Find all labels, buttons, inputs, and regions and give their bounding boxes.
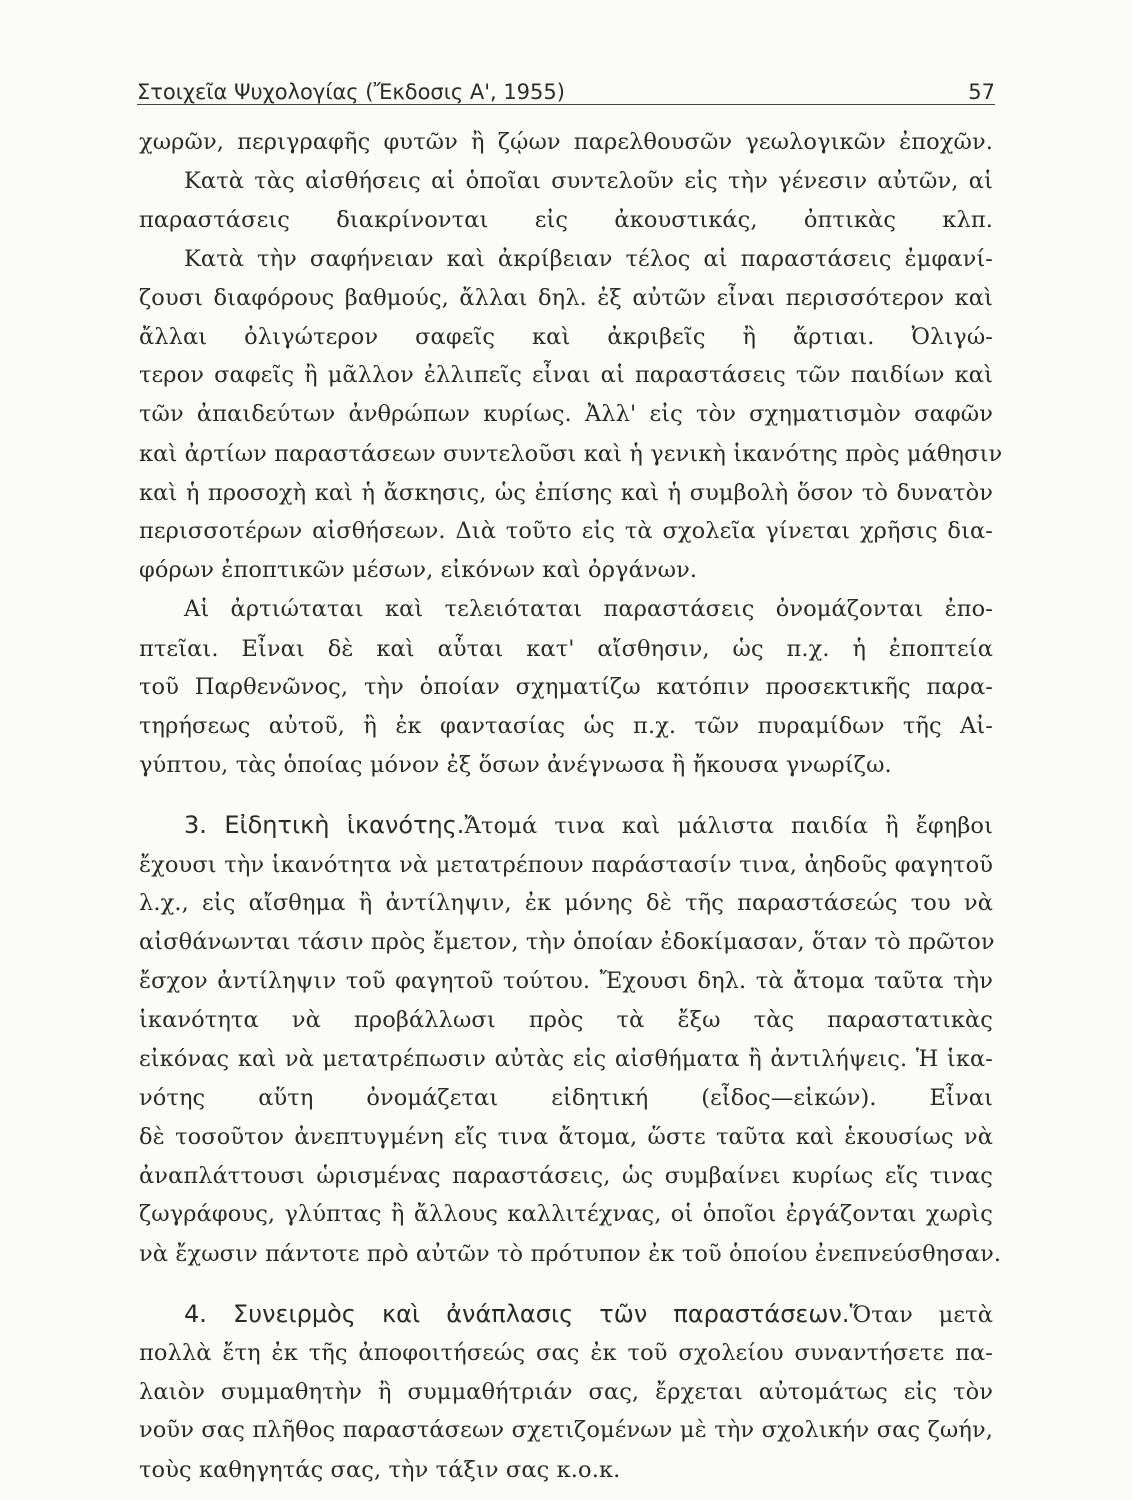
header-title: Στοιχεῖα Ψυχολογίας (Ἔκδοσις Α', 1955) bbox=[137, 80, 565, 104]
section-4-first-line bbox=[184, 1294, 993, 1334]
text-line: τῶν ἀπαιδεύτων ἀνθρώπων κυρίως. Ἀλλ' εἰς τὸν σχηματισμὸν σαφῶν bbox=[139, 401, 993, 427]
text-line: ἱκανότητα νὰ προβάλλωσι πρὸς τὰ ἔξω τὰς παραστατικὰς bbox=[139, 1007, 993, 1033]
text-line: ζωγράφους, γλύπτας ἢ ἄλλους καλλιτέχνας, οἱ ὁποῖοι ἐργάζονται χωρὶς bbox=[139, 1201, 993, 1227]
text-line: Αἱ ἀρτιώταται καὶ τελειόταται παραστάσεις ὀνομάζονται ἐπο- bbox=[184, 596, 993, 622]
text-line: ἄλλαι ὀλιγώτερον σαφεῖς καὶ ἀκριβεῖς ἢ ἄρτιαι. Ὀλιγώ- bbox=[139, 324, 993, 350]
text-line: πτεῖαι. Εἶναι δὲ καὶ αὗται κατ' αἴσθησιν, ὡς π.χ. ἡ ἐποπτεία bbox=[139, 636, 993, 662]
text-line: τηρήσεως αὐτοῦ, ἢ ἐκ φαντασίας ὡς π.χ. τῶν πυραμίδων τῆς Αἰ- bbox=[139, 713, 993, 739]
text-line: λ.χ., εἰς αἴσθημα ἢ ἀντίληψιν, ἐκ μόνης δὲ τῆς παραστάσεώς του νὰ bbox=[139, 890, 993, 916]
header-rule bbox=[137, 104, 995, 105]
text-line: περισσοτέρων αἰσθήσεων. Διὰ τοῦτο εἰς τὰ σχολεῖα γίνεται χρῆσις δια- bbox=[139, 518, 993, 544]
text-line: φόρων ἐποπτικῶν μέσων, εἰκόνων καὶ ὀργάνων. bbox=[139, 557, 698, 583]
text-line: εἰκόνας καὶ νὰ μετατρέπωσιν αὐτὰς εἰς αἰσθήματα ἢ ἀντιλήψεις. Ἡ ἱκα- bbox=[139, 1046, 993, 1072]
text-line: λαιὸν συμμαθητὴν ἢ συμμαθήτριάν σας, ἔρχεται αὐτομάτως εἰς τὸν bbox=[139, 1379, 993, 1405]
text-line: νότης αὕτη ὀνομάζεται εἰδητική (εἶδος—εἰκών). Εἶναι bbox=[139, 1085, 993, 1111]
text-line: Κατὰ τὴν σαφήνειαν καὶ ἀκρίβειαν τέλος αἱ παραστάσεις ἐμφανί- bbox=[184, 246, 993, 272]
text-line: πολλὰ ἔτη ἐκ τῆς ἀποφοιτήσεώς σας ἐκ τοῦ σχολείου συναντήσετε πα- bbox=[139, 1340, 993, 1366]
text-line: ἀναπλάττουσι ὡρισμένας παραστάσεις, ὡς συμβαίνει κυρίως εἴς τινας bbox=[139, 1163, 993, 1189]
text-line: ἔχουσι τὴν ἱκανότητα νὰ μετατρέπουν παράστασίν τινα, ἀηδοῦς φαγητοῦ bbox=[139, 852, 993, 878]
text-line: τοὺς καθηγητάς σας, τὴν τάξιν σας κ.ο.κ. bbox=[139, 1457, 621, 1483]
text-line: Κατὰ τὰς αἰσθήσεις αἱ ὁποῖαι συντελοῦν εἰς τὴν γένεσιν αὐτῶν, αἱ bbox=[184, 168, 993, 194]
running-header bbox=[137, 68, 995, 104]
text-line: Ἄτομά τινα καὶ μάλιστα παιδία ἢ ἔφηβοι bbox=[464, 813, 993, 839]
text-line: καὶ ἀρτίων παραστάσεων συντελοῦσι καὶ ἡ γενικὴ ἱκανότης πρὸς μάθησιν bbox=[139, 441, 1003, 467]
text-line: δὲ τοσοῦτον ἀνεπτυγμένη εἴς τινα ἄτομα, ὥστε ταῦτα καὶ ἑκουσίως νὰ bbox=[139, 1124, 993, 1150]
text-line: Ὅταν μετὰ bbox=[849, 1302, 994, 1328]
text-line: νὰ ἔχωσιν πάντοτε πρὸ αὐτῶν τὸ πρότυπον ἐκ τοῦ ὁποίου ἐνεπνεύσθησαν. bbox=[139, 1241, 1002, 1267]
text-line: παραστάσεις διακρίνονται εἰς ἀκουστικάς, ὀπτικὰς κλπ. bbox=[139, 207, 993, 233]
text-line: νοῦν σας πλῆθος παραστάσεων σχετιζομένων μὲ τὴν σχολικήν σας ζωήν, bbox=[139, 1417, 993, 1443]
page-number: 57 bbox=[968, 80, 995, 104]
section-heading: 3. Εἰδητικὴ ἱκανότης. bbox=[184, 811, 465, 839]
text-line: τοῦ Παρθενῶνος, τὴν ὁποίαν σχηματίζω κατόπιν προσεκτικῆς παρα- bbox=[139, 674, 993, 700]
text-line: αἰσθάνωνται τάσιν πρὸς ἔμετον, τὴν ὁποίαν ἐδοκίμασαν, ὅταν τὸ πρῶτον bbox=[139, 929, 995, 955]
text-line: ζουσι διαφόρους βαθμούς, ἄλλαι δηλ. ἐξ αὐτῶν εἶναι περισσότερον καὶ bbox=[139, 285, 993, 311]
section-heading: 4. Συνειρμὸς καὶ ἀνάπλασις τῶν παραστάσεων. bbox=[184, 1300, 850, 1328]
section-3-first-line bbox=[184, 805, 993, 845]
text-line: καὶ ἡ προσοχὴ καὶ ἡ ἄσκησις, ὡς ἐπίσης καὶ ἡ συμβολὴ ὅσον τὸ δυνατὸν bbox=[139, 480, 993, 506]
text-line: τερον σαφεῖς ἢ μᾶλλον ἐλλιπεῖς εἶναι αἱ παραστάσεις τῶν παιδίων καὶ bbox=[139, 362, 993, 388]
text-line: χωρῶν, περιγραφῆς φυτῶν ἢ ζῴων παρελθουσῶν γεωλογικῶν ἐποχῶν. bbox=[139, 129, 993, 155]
text-line: γύπτου, τὰς ὁποίας μόνον ἐξ ὅσων ἀνέγνωσα ἢ ἤκουσα γνωρίζω. bbox=[139, 752, 892, 778]
text-line: ἔσχον ἀντίληψιν τοῦ φαγητοῦ τούτου. Ἔχουσι δηλ. τὰ ἄτομα ταῦτα τὴν bbox=[139, 968, 993, 994]
